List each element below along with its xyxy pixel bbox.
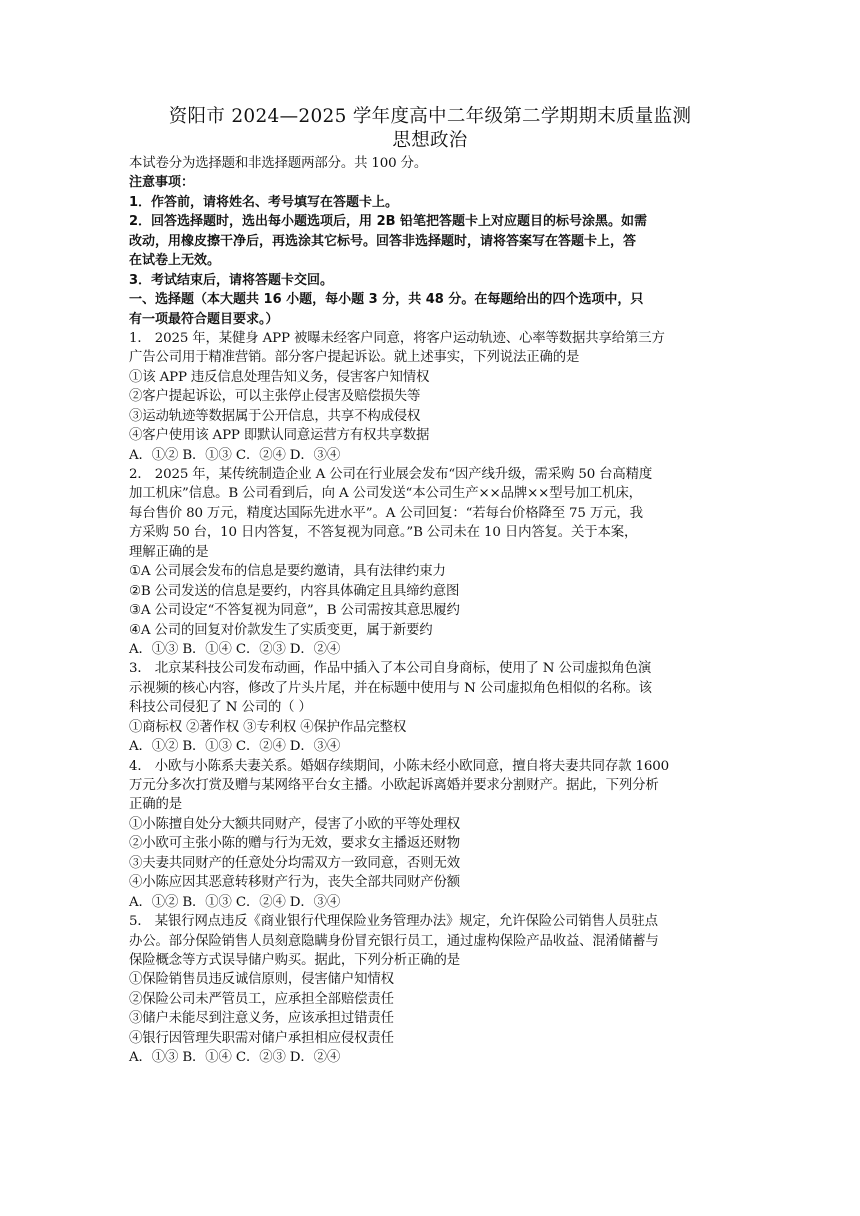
question-line: A．①② B．①③ C．②④ D．③④ xyxy=(129,447,341,463)
question-line: ②客户提起诉讼，可以主张停止侵害及赔偿损失等 xyxy=(129,389,421,405)
exam-title: 资阳市 2024—2025 学年度高中二年级第二学期期末质量监测 xyxy=(168,106,692,127)
question-line: 本试卷分为选择题和非选择题两部分。共 100 分。 xyxy=(129,156,428,171)
question-line: ①保险销售员违反诚信原则，侵害储户知情权 xyxy=(129,972,394,988)
question-line: A．①③ B．①④ C．②③ D．②④ xyxy=(129,641,341,657)
question-line: 3． 北京某科技公司发布动画，作品中插入了本公司自身商标，使用了 N 公司虚拟角色演 xyxy=(129,661,652,677)
instruction-line: 3．考试结束后，请将答题卡交回。 xyxy=(129,272,334,288)
instruction-line: 在试卷上无效。 xyxy=(129,253,221,269)
question-line: ③储户未能尽到注意义务，应该承担过错责任 xyxy=(129,1011,394,1027)
question-line: 方采购 50 台，10 日内答复，不答复视为同意。”B 公司未在 10 日内答复。关于本案， xyxy=(129,525,638,541)
question-line: ④银行因管理失职需对储户承担相应侵权责任 xyxy=(129,1030,394,1046)
question-line: 办公。部分保险销售人员刻意隐瞒身份冒充银行员工，通过虚构保险产品收益、混淆储蓄与 xyxy=(129,933,659,949)
question-line: 示视频的核心内容，修改了片头片尾，并在标题中使用与 N 公司虚拟角色相似的名称。该 xyxy=(129,680,652,696)
question-line: ④客户使用该 APP 即默认同意运营方有权共享数据 xyxy=(129,428,430,444)
instruction-line: 一、选择题（本大题共 16 小题，每小题 3 分，共 48 分。在每题给出的四个选项中，只 xyxy=(129,292,644,308)
question-line: ③运动轨迹等数据属于公开信息，共享不构成侵权 xyxy=(129,408,421,424)
question-line: ①小陈擅自处分大额共同财产，侵害了小欧的平等处理权 xyxy=(129,816,461,832)
question-line: ③夫妻共同财产的任意处分均需双方一致同意，否则无效 xyxy=(129,855,461,871)
instruction-line: 有一项最符合题目要求。） xyxy=(129,311,279,327)
question-line: ②B 公司发送的信息是要约，内容具体确定且具缔约意图 xyxy=(129,583,460,599)
question-line: ③A 公司设定“不答复视为同意”，B 公司需按其意思履约 xyxy=(129,603,460,619)
question-line: 万元分多次打赏及赠与某网络平台女主播。小欧起诉离婚并要求分割财产。据此，下列分析 xyxy=(129,778,659,793)
question-line: 正确的是 xyxy=(129,797,182,813)
subject-title: 思想政治 xyxy=(392,130,468,151)
instruction-line: 改动，用橡皮擦干净后，再选涂其它标号。回答非选择题时，请将答案写在答题卡上，答 xyxy=(129,233,637,249)
question-line: 2． 2025 年，某传统制造企业 A 公司在行业展会发布“因产线升级，需采购 50 台高精度 xyxy=(129,467,653,482)
question-line: 1． 2025 年，某健身 APP 被曝未经客户同意，将客户运动轨迹、心率等数据共享给第三方 xyxy=(129,330,665,346)
question-line: A．①③ B．①④ C．②③ D．②④ xyxy=(129,1050,341,1066)
question-line: ④A 公司的回复对价款发生了实质变更，属于新要约 xyxy=(129,622,433,638)
question-line: 科技公司侵犯了 N 公司的（ ） xyxy=(129,700,312,716)
question-line: 广告公司用于精准营销。部分客户提起诉讼。就上述事实，下列说法正确的是 xyxy=(129,350,580,366)
question-line: 加工机床”信息。B 公司看到后，向 A 公司发送“本公司生产××品牌××型号加工机床， xyxy=(129,486,642,502)
question-line: 每台售价 80 万元，精度达国际先进水平”。A 公司回复：“若每台价格降至 75 万元，我 xyxy=(129,505,643,521)
question-line: ①A 公司展会发布的信息是要约邀请，具有法律约束力 xyxy=(129,564,446,580)
question-line: 保险概念等方式误导储户购买。据此，下列分析正确的是 xyxy=(129,952,461,968)
instruction-line: 1．作答前，请将姓名、考号填写在答题卡上。 xyxy=(129,194,399,210)
question-line: ②小欧可主张小陈的赠与行为无效，要求女主播返还财物 xyxy=(129,836,461,852)
instruction-line: 注意事项： xyxy=(129,175,195,191)
instruction-line: 2．回答选择题时，选出每小题选项后，用 2B 铅笔把答题卡上对应题目的标号涂黑。如需 xyxy=(129,214,648,230)
question-line: 理解正确的是 xyxy=(129,544,209,560)
question-line: ①该 APP 违反信息处理告知义务，侵害客户知情权 xyxy=(129,369,430,385)
question-line: 5． 某银行网点违反《商业银行代理保险业务管理办法》规定，允许保险公司销售人员驻点 xyxy=(129,914,658,930)
question-line: ④小陈应因其恶意转移财产行为，丧失全部共同财产份额 xyxy=(129,875,461,891)
exam-body xyxy=(129,154,733,1068)
question-line: ①商标权 ②著作权 ③专利权 ④保护作品完整权 xyxy=(129,719,407,735)
question-line: A．①② B．①③ C．②④ D．③④ xyxy=(129,894,341,910)
question-line: A．①② B．①③ C．②④ D．③④ xyxy=(129,739,341,755)
question-line: ②保险公司未严管员工，应承担全部赔偿责任 xyxy=(129,991,394,1007)
question-line: 4． 小欧与小陈系夫妻关系。婚姻存续期间，小陈未经小欧同意，擅自将夫妻共同存款 1600 xyxy=(129,758,669,774)
